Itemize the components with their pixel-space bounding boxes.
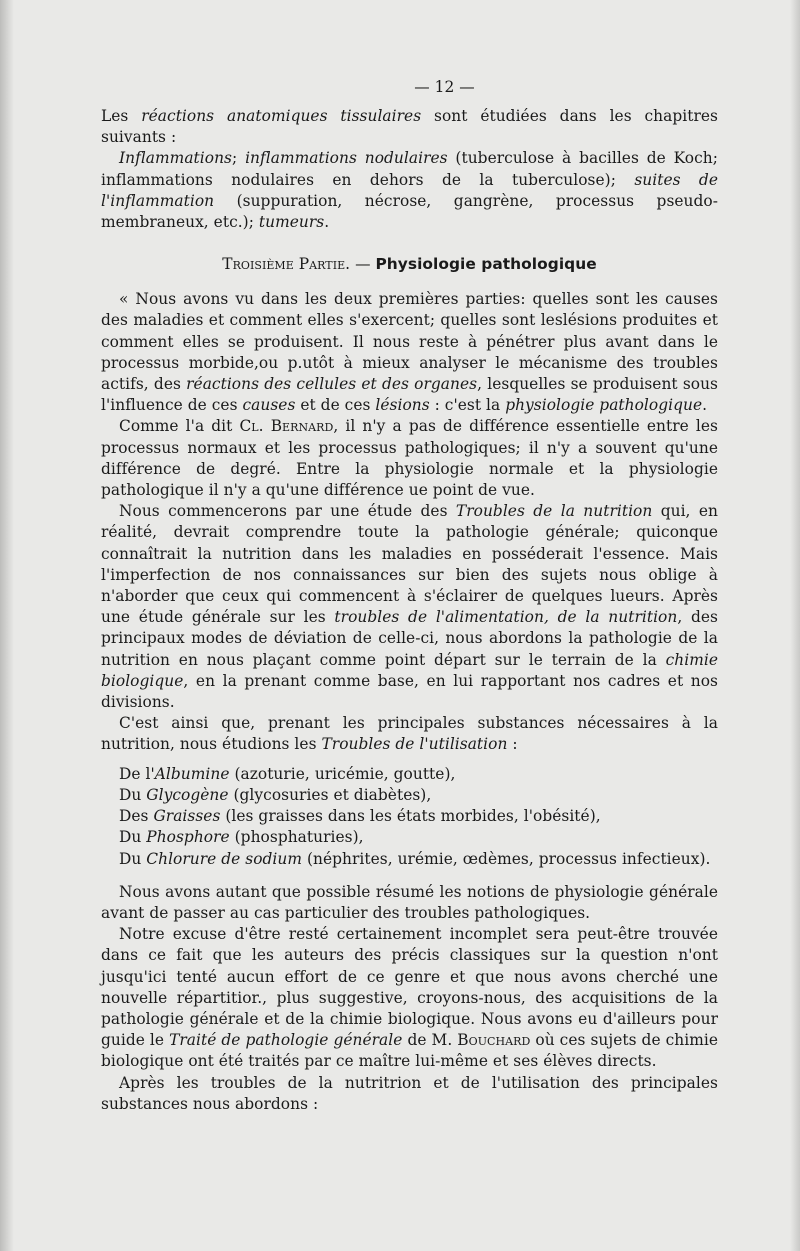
list-item-detail: (glycosuries et diabètes), (228, 785, 432, 804)
p4-emphasis-1: Troubles de l'utilisation (321, 735, 508, 754)
chapters-text-3: (suppuration, nécrose, gangrène, processus pseudo-membraneux, etc.); (101, 191, 718, 232)
p6-text-2: de M. (402, 1031, 458, 1050)
list-item-substance: Albumine (154, 764, 230, 783)
chapters-paragraph (101, 148, 718, 233)
p2-text-1: Comme l'a dit (119, 417, 240, 436)
p1-emphasis-3: lésions (375, 396, 430, 415)
p3-text-3: , des principaux modes de déviation de celle-ci, nous abordons la pathologie de la nutrition en nous plaçant comme point départ sur le terrain de la (101, 608, 718, 669)
paragraph-6 (101, 924, 718, 1072)
p3-emphasis-1: Troubles de la nutrition (455, 502, 653, 521)
intro-text-1: Les (101, 107, 142, 125)
paragraph-3 (101, 501, 718, 713)
list-item-substance: Chlorure de sodium (146, 849, 302, 868)
page-edge-shadow-right (790, 0, 800, 1251)
p1-emphasis-4: physiologie pathologique (505, 396, 703, 415)
chapters-text-4: . (324, 213, 330, 232)
p6-text-1: Notre excuse d'être resté certainement incomplet sera peut-être trouvée dans ce fait que les auteurs des précis classiques sur la question n'ont jusqu'ici tenté aucun effort de ce genre et que nous avons cherché une nouvelle répartitior., plus suggestive, croyons-nous, des acquisitions de la pathologie générale et de la chimie biologique. Nous avons eu d'ailleurs pour guide le (101, 925, 718, 1050)
spacer (101, 756, 718, 764)
heading-title: Physiologie pathologique (375, 255, 597, 274)
list-item-prefix: Des (119, 807, 154, 826)
p4-text-1: C'est ainsi que, prenant les principales substances nécessaires à la nutrition, nous étudions les (101, 714, 718, 754)
page-number: — 12 — (414, 78, 475, 96)
p3-text-2: qui, en réalité, devrait comprendre toute la pathologie générale; quiconque connaîtrait la nutrition dans les maladies en posséderait l'essence. Mais l'imperfection de nos connaissances sur bien des sujets nous oblige à n'aborder que ceux qui commencent à s'éclairer de quelques lueurs. Après une étude générale sur les (101, 502, 718, 627)
text-block (101, 0, 718, 1115)
heading-dash: — (350, 255, 376, 274)
paragraph-1 (101, 289, 718, 416)
list-item (101, 827, 718, 848)
section-heading (101, 253, 718, 275)
p6-emphasis-1: Traité de pathologie générale (169, 1031, 403, 1050)
list-item-prefix: Du (119, 828, 147, 847)
list-item-detail: (azoturie, uricémie, goutte), (229, 764, 456, 783)
p2-text-2: , il n'y a pas de différence essentielle entre les processus normaux et les processus pathologiques; il n'y a souvent qu'une différence de degré. Entre la physiologie normale et la physiologie pathologique il n'y a qu'une différence ue point de vue. (101, 417, 718, 500)
paragraph-4 (101, 713, 718, 755)
p3-emphasis-3: chimie biologique (101, 650, 718, 690)
p1-text-2: , lesquelles se produisent sous l'influence de ces (101, 375, 718, 415)
list-item (101, 785, 718, 806)
chapter-inflammations-nodulaires: inflammations nodulaires (245, 149, 448, 168)
list-item-detail: (néphrites, urémie, œdèmes, processus infectieux). (302, 849, 711, 868)
list-item-substance: Phosphore (146, 828, 230, 847)
chapter-tumeurs: tumeurs (258, 213, 325, 232)
list-item (101, 806, 718, 827)
p1-emphasis-1: réactions des cellules et des organes (186, 375, 478, 394)
intro-paragraph (101, 106, 718, 148)
list-item-prefix: De l' (119, 764, 155, 783)
p2-author-name: Cl. Bernard (239, 417, 334, 436)
p6-author-name: Bouchard (457, 1031, 531, 1050)
p1-text-4: : c'est la (429, 396, 506, 415)
paragraph-5 (101, 882, 718, 924)
substance-list (101, 764, 718, 870)
p1-text-5: . (702, 396, 708, 415)
p4-text-2: : (507, 735, 518, 754)
p6-text-3: où ces sujets de chimie biologique ont été traités par ce maître lui-même et ses élèves directs. (101, 1031, 719, 1071)
list-item-detail: (phosphaturies), (229, 828, 364, 847)
p3-text-1: Nous commencerons par une étude des (119, 502, 456, 521)
list-item-substance: Graisses (153, 807, 221, 826)
intro-text-2: sont étudiées dans les chapitres suivants : (101, 107, 718, 147)
chapters-text-1: ; (231, 149, 246, 168)
list-item-prefix: Du (119, 849, 147, 868)
p3-text-4: , en la prenant comme base, en lui rapportant nos cadres et nos divisions. (101, 671, 718, 712)
paragraph-7 (101, 1073, 718, 1115)
list-item-substance: Glycogène (146, 785, 229, 804)
chapter-suites: suites de l'inflammation (101, 170, 718, 210)
intro-emphasis: réactions anatomiques tissulaires (141, 107, 422, 125)
list-item-detail: (les graisses dans les états morbides, l'obésité), (220, 807, 601, 826)
p3-emphasis-2: troubles de l'alimentation, de la nutrition (334, 608, 678, 627)
paragraph-2 (101, 416, 718, 501)
p1-emphasis-2: causes (242, 396, 296, 415)
p5-text-1: Nous avons autant que possible résumé les notions de physiologie générale avant de passer au cas particulier des troubles pathologiques. (101, 882, 718, 922)
list-item-prefix: Du (119, 785, 147, 804)
heading-part-label: Troisième Partie. (222, 255, 351, 274)
list-item (101, 849, 718, 870)
page-edge-shadow-left (0, 0, 14, 1251)
p7-text-1: Après les troubles de la nutritrion et de l'utilisation des principales substances nous abordons : (101, 1073, 718, 1113)
p1-text-1: « Nous avons vu dans les deux premières parties: quelles sont les causes des maladies et comment elles s'exercent; quelles sont leslésions produites et comment elles se produisent. Il nous reste à pénétrer plus avant dans le processus morbide,ou p.utôt à mieux analyser le mécanisme des troubles actifs, des (101, 290, 718, 394)
spacer (101, 870, 718, 882)
list-item (101, 764, 718, 785)
chapter-inflammations: Inflammations (119, 149, 232, 168)
chapters-text-2: (tuberculose à bacilles de Koch; inflammations nodulaires en dehors de la tuberculose); (101, 149, 718, 189)
p1-text-3: et de ces (295, 396, 376, 415)
